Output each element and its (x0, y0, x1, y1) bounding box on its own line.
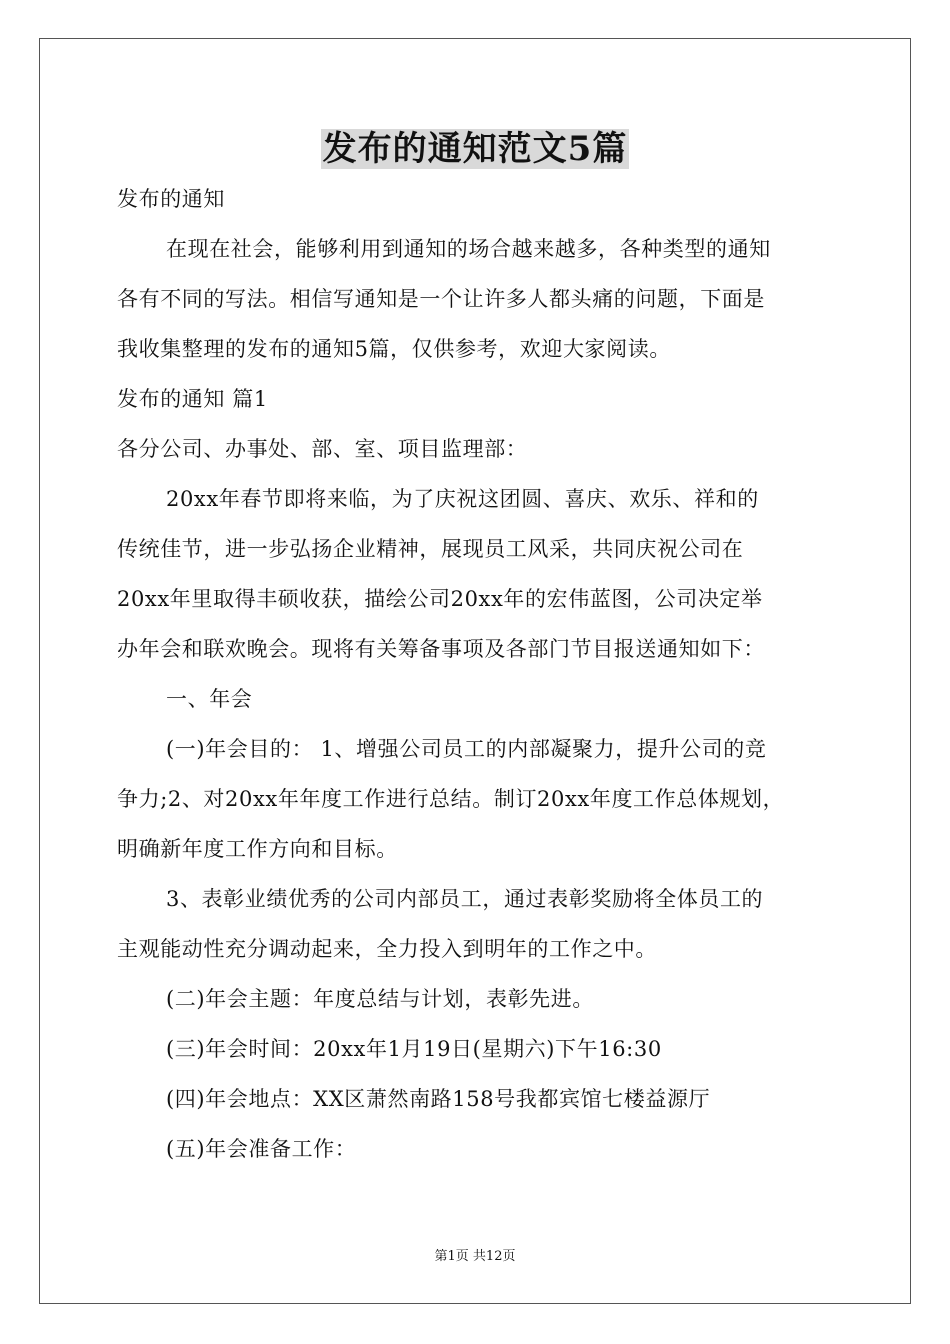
salutation-line: 各分公司、办事处、部、室、项目监理部： (117, 437, 528, 461)
paragraph-line: 传统佳节，进一步弘扬企业精神，展现员工风采，共同庆祝公司在 (117, 537, 744, 561)
subsection-heading: 一、年会 (166, 687, 253, 711)
paragraph-line: 在现在社会，能够利用到通知的场合越来越多，各种类型的通知 (166, 237, 771, 261)
paragraph-line: 明确新年度工作方向和目标。 (117, 837, 398, 861)
paragraph-line: 各有不同的写法。相信写通知是一个让许多人都头痛的问题，下面是 (117, 287, 765, 311)
page-footer: 第1页 共12页 (434, 1249, 516, 1264)
paragraph-line: 争力;2、对20xx年年度工作进行总结。制订20xx年度工作总体规划， (117, 787, 785, 811)
paragraph-line: 主观能动性充分调动起来，全力投入到明年的工作之中。 (117, 937, 657, 961)
paragraph-line: 20xx年春节即将来临，为了庆祝这团圆、喜庆、欢乐、祥和的 (166, 487, 759, 511)
paragraph-line: 办年会和联欢晚会。现将有关筹备事项及各部门节目报送通知如下： (117, 637, 765, 661)
paragraph-line: 20xx年里取得丰硕收获，描绘公司20xx年的宏伟蓝图，公司决定举 (117, 587, 763, 611)
paragraph-line: (二)年会主题：年度总结与计划，表彰先进。 (166, 987, 594, 1011)
paragraph-line: 我收集整理的发布的通知5篇，仅供参考，欢迎大家阅读。 (117, 337, 671, 361)
section-heading: 发布的通知 篇1 (117, 387, 268, 411)
paragraph-line: (三)年会时间：20xx年1月19日(星期六)下午16:30 (166, 1037, 662, 1061)
page-frame (39, 38, 911, 1304)
paragraph-line: 3、表彰业绩优秀的公司内部员工，通过表彰奖励将全体员工的 (166, 887, 764, 911)
document-title: 发布的通知范文5篇 (322, 129, 628, 169)
paragraph-line: (一)年会目的： 1、增强公司员工的内部凝聚力，提升公司的竞 (166, 737, 767, 761)
paragraph-line: (五)年会准备工作： (166, 1137, 357, 1161)
section-heading: 发布的通知 (117, 187, 225, 211)
paragraph-line: (四)年会地点：XX区萧然南路158号我都宾馆七楼益源厅 (166, 1087, 711, 1111)
